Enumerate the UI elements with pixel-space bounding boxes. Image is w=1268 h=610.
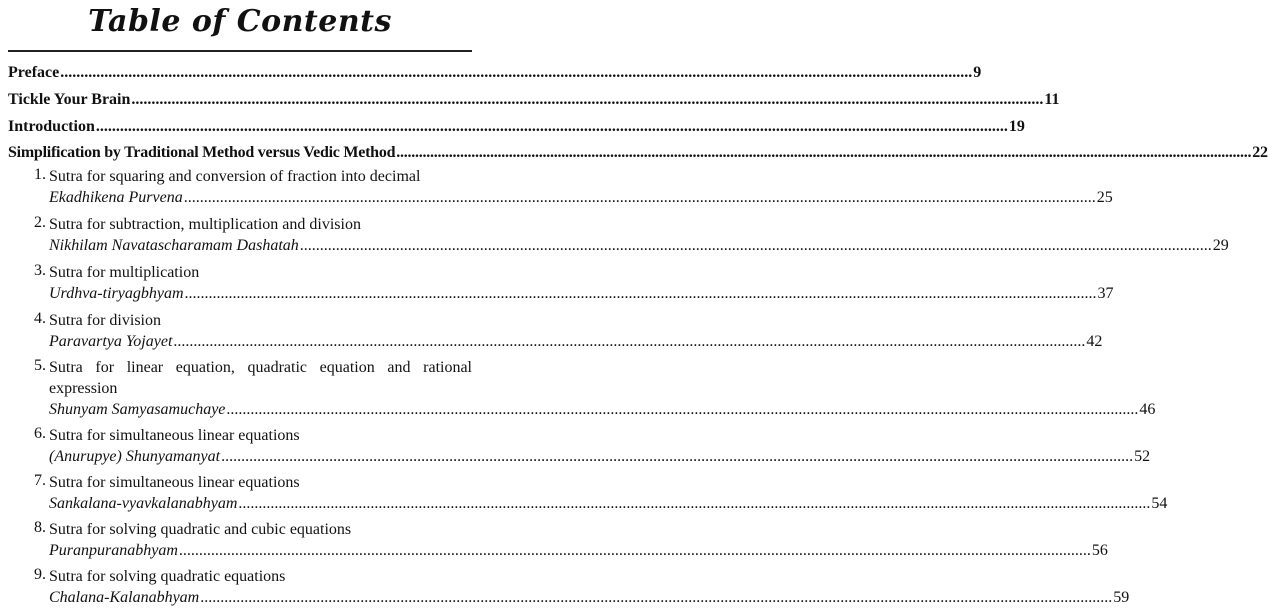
sutra-name-line [49,493,1168,514]
dot-leader: .................................................................................................................................................................................................................................... [238,495,1151,512]
sutra-name: Paravartya Yojayet [49,333,173,350]
dot-leader: .................................................................................................................................................................................................................................... [183,189,1096,206]
sutra-name-line [49,399,1156,420]
title-rule [8,50,472,52]
page-number: 59 [1113,589,1130,606]
sutra-name-line [49,283,1114,304]
dot-leader: .................................................................................................................................................................................................................................... [200,589,1113,606]
sutra-name: (Anurupye) Shunyamanyat [49,448,221,465]
item-number: 2. [34,214,46,231]
sutra-name: Ekadhikena Purvena [49,189,183,206]
page-number: 9 [973,64,982,81]
dot-leader: .................................................................................................................................................................................................................................... [173,333,1086,350]
sutra-name: Nikhilam Navatascharamam Dashatah [49,237,299,254]
toc-entry-preface[interactable] [8,62,982,84]
toc-entry-introduction[interactable] [8,116,1025,138]
page-number: 46 [1139,401,1156,418]
sutra-description: Sutra for squaring and conversion of fraction into decimal [49,168,421,185]
sutra-name-line [49,587,1130,608]
page-number: 22 [1252,144,1268,161]
sutra-name: Shunyam Samyasamuchaye [49,401,226,418]
dot-leader: .................................................................................................................................................................................................................................... [95,118,1008,135]
sutra-description: Sutra for simultaneous linear equations [49,474,300,491]
page-number: 42 [1086,333,1103,350]
page-number: 11 [1044,91,1060,108]
dot-leader: .................................................................................................................................................................................................................................... [221,448,1134,465]
page-number: 54 [1151,495,1168,512]
sutra-description-continued: expression [49,380,118,397]
toc-entry-simplification[interactable] [8,142,1268,164]
sutra-name: Chalana-Kalanabhyam [49,589,200,606]
item-number: 9. [34,566,46,583]
sutra-description: Sutra for multiplication [49,264,200,281]
page-number: 37 [1097,285,1114,302]
item-number: 6. [34,425,46,442]
sutra-name: Sankalana-vyavkalanabhyam [49,495,238,512]
dot-leader: .................................................................................................................................................................................................................................... [178,542,1091,559]
sutra-name-line [49,187,1113,208]
dot-leader: .................................................................................................................................................................................................................................... [396,144,1252,161]
dot-leader: .................................................................................................................................................................................................................................... [299,237,1212,254]
sutra-name-line [49,331,1103,352]
page-number: 56 [1091,542,1108,559]
item-number: 3. [34,262,46,279]
sutra-description: Sutra for linear equation, quadratic equation and rational [49,359,472,376]
entry-label: Preface [8,64,60,81]
sutra-description: Sutra for subtraction, multiplication and division [49,216,361,233]
sutra-name: Puranpuranabhyam [49,542,178,559]
item-number: 8. [34,519,46,536]
item-number: 1. [34,166,46,183]
dot-leader: .................................................................................................................................................................................................................................... [60,64,973,81]
page-number: 25 [1096,189,1113,206]
page-number: 52 [1134,448,1151,465]
page-number: 29 [1212,237,1229,254]
sutra-name-line [49,540,1108,561]
item-number: 4. [34,310,46,327]
sutra-description: Sutra for solving quadratic and cubic equations [49,521,352,538]
toc-entry-tickle-your-brain[interactable] [8,89,1060,111]
item-number: 5. [34,357,46,374]
sutra-name-line [49,446,1151,467]
dot-leader: .................................................................................................................................................................................................................................... [184,285,1097,302]
entry-label: Introduction [8,118,95,135]
sutra-name: Urdhva-tiryagbhyam [49,285,184,302]
entry-label: Simplification by Traditional Method versus Vedic Method [8,144,396,161]
item-number: 7. [34,472,46,489]
sutra-description: Sutra for division [49,312,161,329]
sutra-description: Sutra for solving quadratic equations [49,568,286,585]
sutra-description: Sutra for simultaneous linear equations [49,427,300,444]
dot-leader: .................................................................................................................................................................................................................................... [226,401,1139,418]
entry-label: Tickle Your Brain [8,91,131,108]
page-title: Table of Contents [88,4,392,39]
dot-leader: .................................................................................................................................................................................................................................... [131,91,1044,108]
sutra-name-line [49,235,1229,256]
page-number: 19 [1008,118,1025,135]
